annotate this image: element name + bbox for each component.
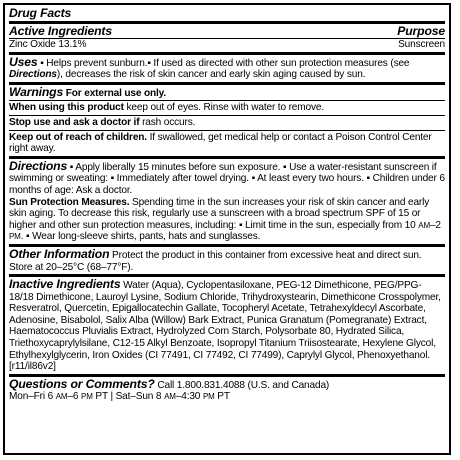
hours-pm-2: PM xyxy=(202,392,215,402)
questions-section xyxy=(9,374,445,404)
hours-text-3: PT | Sat–Sun 8 xyxy=(92,391,165,403)
stop-use-section xyxy=(9,115,445,130)
other-information-heading: Other Information xyxy=(9,246,110,261)
sun-protection-text-1: Spending time in the sun increases your risk of skin cancer and early skin aging. To decrease this risk, regularly use a sunscreen with a broad spectrum SPF of 15 or higher and other sun protection measures, including: ▪ Limit time in the sun, especially from 10 xyxy=(9,196,430,231)
uses-text-1: ▪ Helps prevent sunburn.▪ If used as directed with other sun protection measures (see xyxy=(37,57,410,69)
uses-directions-ref: Directions xyxy=(9,69,57,81)
uses-section xyxy=(9,52,445,82)
when-using-label: When using this product xyxy=(9,102,124,114)
warnings-section xyxy=(9,82,445,101)
active-ingredients-heading: Active Ingredients xyxy=(9,24,112,38)
hours-am-1: AM xyxy=(55,392,68,402)
stop-use-text: rash occurs. xyxy=(139,116,196,128)
external-use-warning: For external use only. xyxy=(65,87,167,99)
phone-text: Call 1.800.831.4088 (U.S. and Canada) xyxy=(154,379,330,391)
other-information-section xyxy=(9,244,445,274)
inactive-ingredients-section xyxy=(9,274,445,374)
drug-facts-panel xyxy=(3,3,451,455)
sun-protection-text-2: . ▪ Wear long-sleeve shirts, pants, hats and sunglasses. xyxy=(20,231,261,243)
inactive-ingredients-heading: Inactive Ingredients xyxy=(9,277,121,292)
hours-am-2: AM xyxy=(164,392,176,402)
questions-heading: Questions or Comments? xyxy=(9,376,155,391)
keep-out-label: Keep out of reach of children. xyxy=(9,131,147,143)
active-purpose: Sunscreen xyxy=(398,39,445,50)
when-using-text: keep out of eyes. Rinse with water to remove. xyxy=(123,102,324,114)
pm-label: PM xyxy=(9,232,21,242)
hours-text-5: PT xyxy=(214,391,230,403)
when-using-section xyxy=(9,100,445,115)
hours-text-4: –4:30 xyxy=(175,391,203,403)
active-ingredient: Zinc Oxide 13.1% xyxy=(9,39,87,50)
keep-out-section xyxy=(9,130,445,156)
other-information-text: Protect the product in this container from excessive heat and direct sun. Store at 20–25°C (68–77°F). xyxy=(9,249,422,273)
hours-text-2: –6 xyxy=(67,391,82,403)
hours-pm-1: PM xyxy=(81,392,93,402)
purpose-heading: Purpose xyxy=(397,24,445,38)
directions-heading: Directions xyxy=(9,158,68,173)
hours-line xyxy=(9,391,445,403)
active-ingredients-section xyxy=(9,21,445,52)
uses-text-2: ), decreases the risk of skin cancer and early skin aging caused by sun. xyxy=(56,69,366,81)
directions-text: ▪ Apply liberally 15 minutes before sun exposure. ▪ Use a water-resistant sunscreen if swimming or sweating: ▪ Immediately after towel drying. ▪ At least every two hours. ▪ Children under 6 months of age: Ask a doctor. xyxy=(9,161,445,196)
sun-protection-label: Sun Protection Measures. xyxy=(9,196,130,208)
uses-heading: Uses xyxy=(9,54,38,69)
hours-text-1: Mon–Fri 6 xyxy=(9,391,56,403)
stop-use-label: Stop use and ask a doctor if xyxy=(9,116,140,128)
keep-out-text: If swallowed, get medical help or contact a Poison Control Center right away. xyxy=(9,131,432,155)
warnings-heading: Warnings xyxy=(9,84,64,99)
drug-facts-title: Drug Facts xyxy=(9,6,72,20)
am-label: AM xyxy=(418,220,430,230)
inactive-ingredients-text: Water (Aqua), Cyclopentasiloxane, PEG-12 Dimethicone, PEG/PPG-18/18 Dimethicone, Lauroyl Lysine, Sodium Chloride, Trihydroxystearin, Dimethicone Crosspolymer, Resveratrol, Quercetin, Epigallocatechin Gallate, Tocopheryl Acetate, Tetrahexyldecyl Ascorbate, Adenosine, Bisabolol, Salix Alba (Willow) Bark Extract, Punica Granatum (Pomegranate) Extract, Haematococcus Pluvialis Extract, Hydrolyzed Corn Starch, Polysorbate 80, Hydrated Silica, Triethoxycaprylylsilane, C12-15 Alkyl Benzoate, Isopropyl Titanium Triisostearate, Hexylene Glycol, Ethylhexylglycerin, Iron Oxides (CI 77491, CI 77492, CI 77499), Caprylyl Glycol, Phenoxyethanol. [r11/il86v2] xyxy=(9,280,441,373)
time-dash: –2 xyxy=(429,219,441,231)
directions-section xyxy=(9,156,445,244)
